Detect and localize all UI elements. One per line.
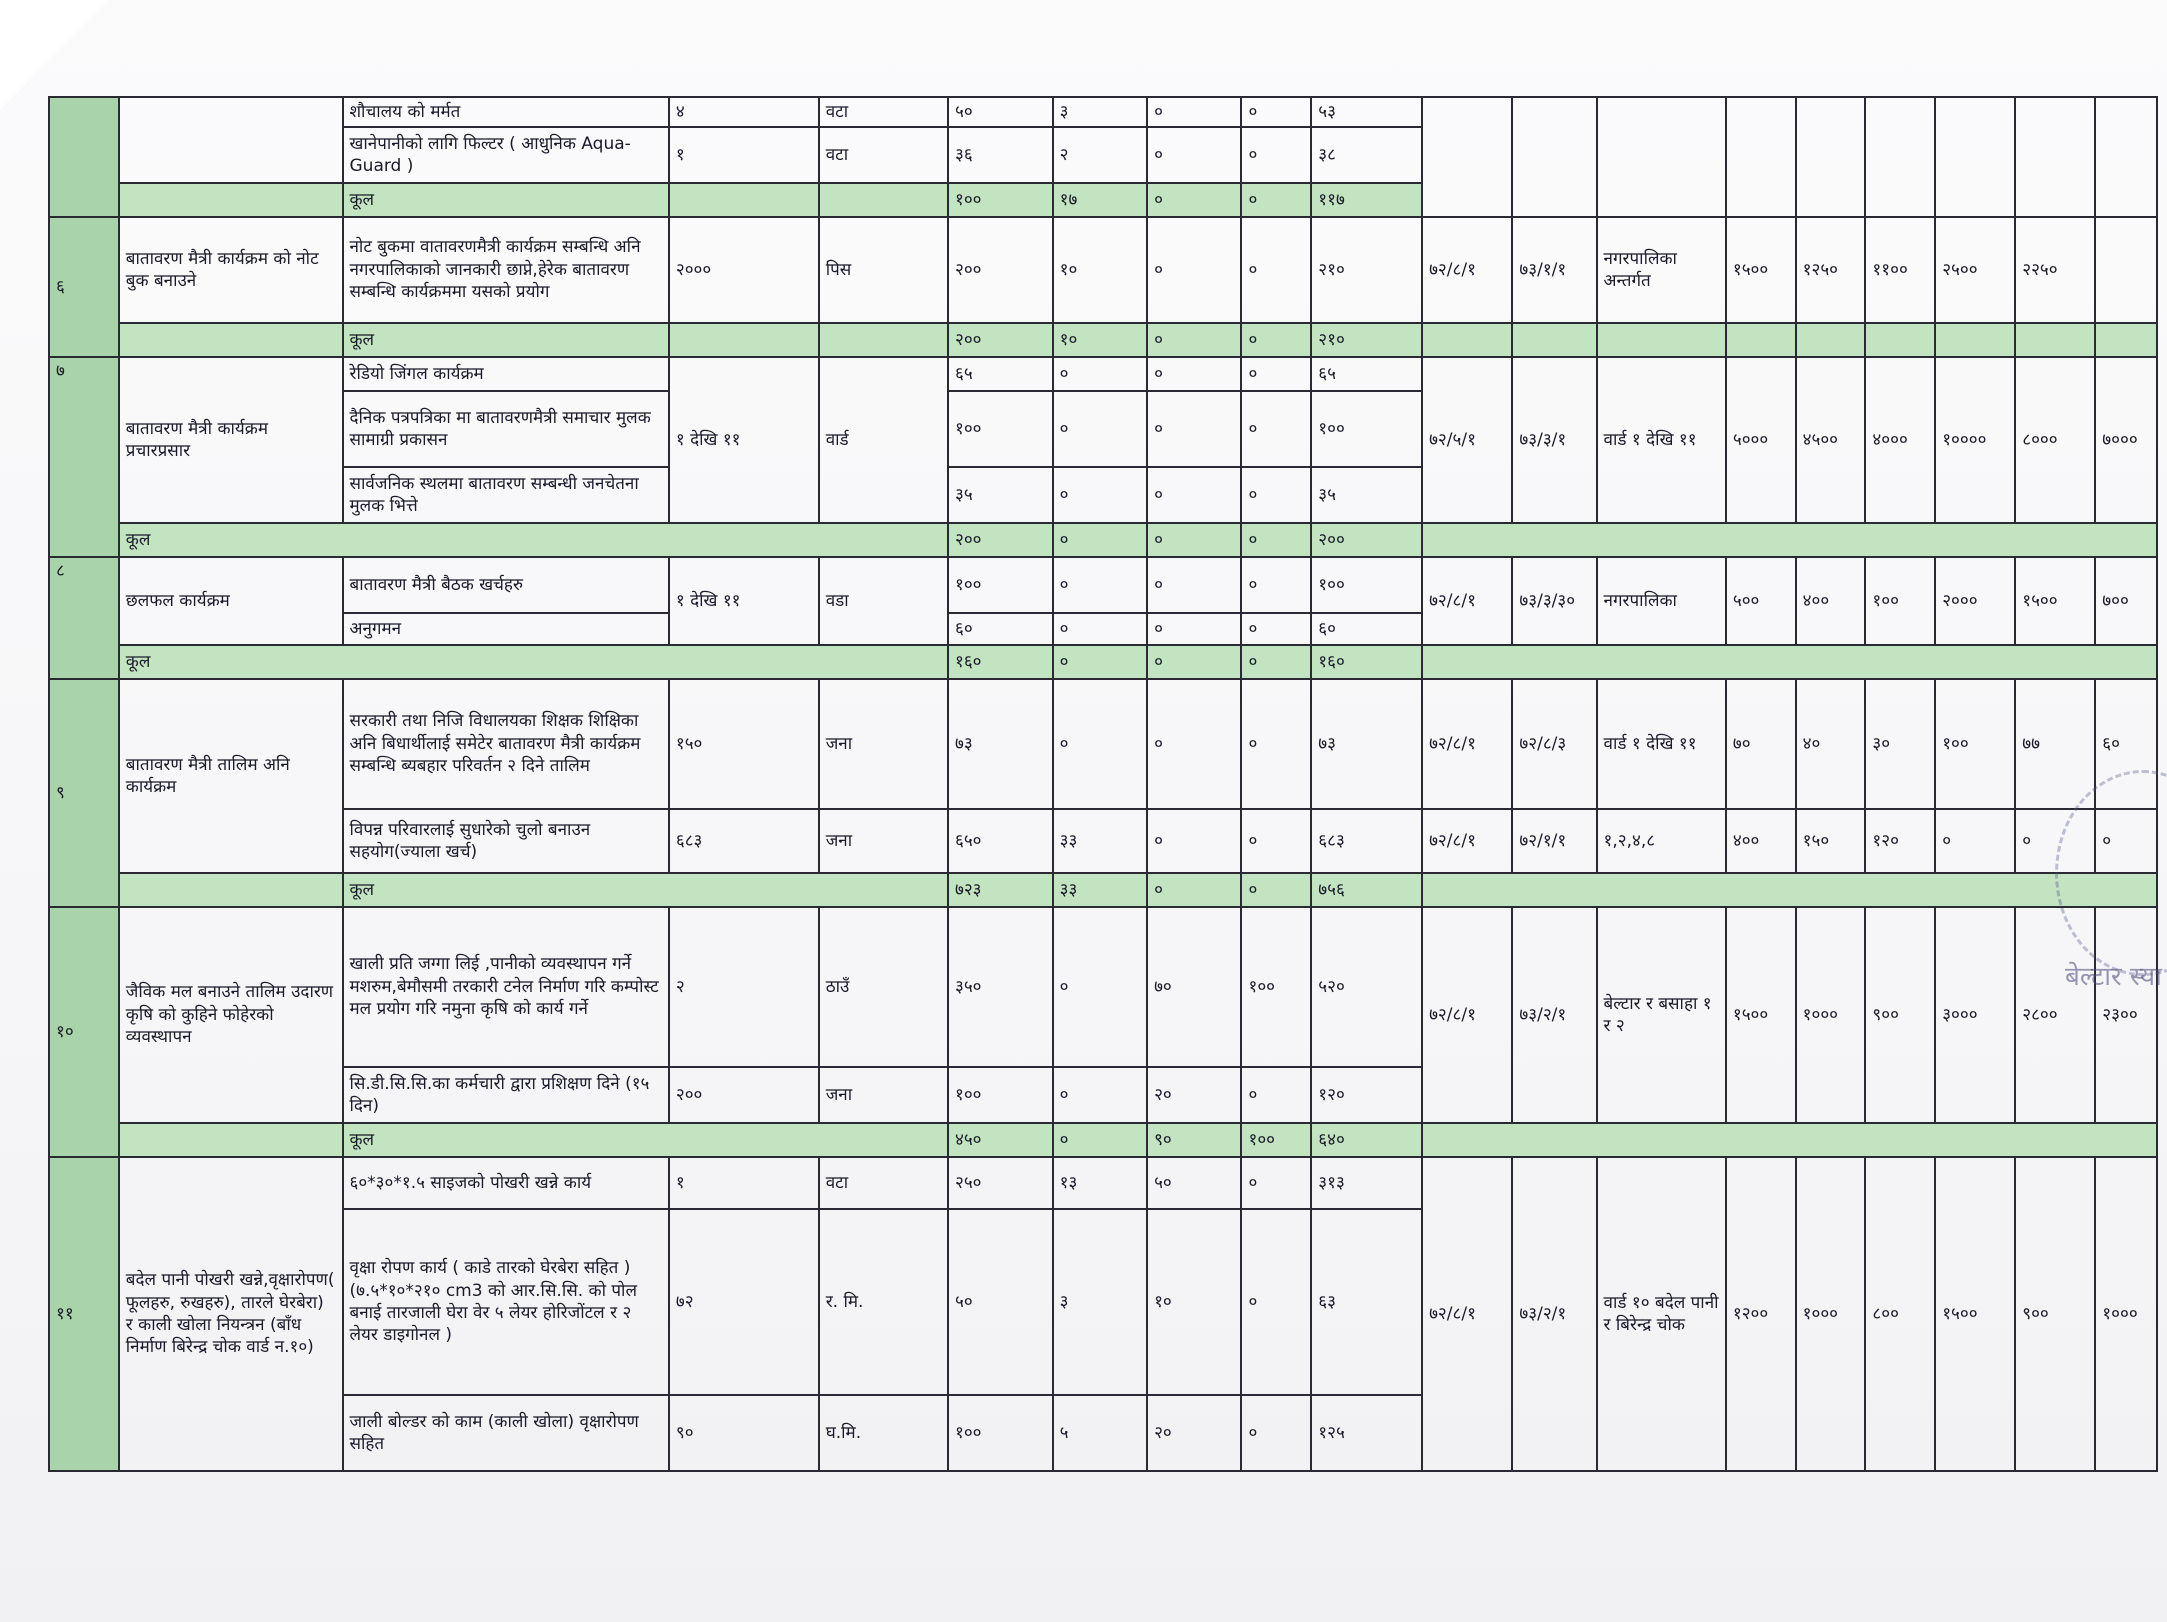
end-date: ७२/१/१ [1512, 809, 1596, 873]
unit: जना [819, 679, 948, 809]
activity: शौचालय को मर्मत [343, 97, 669, 127]
amount-c: ० [1147, 127, 1241, 183]
amount-c: ० [1147, 323, 1241, 357]
end-date [1512, 97, 1596, 217]
value-2: ४५०० [1796, 357, 1866, 523]
amount-a: ५० [948, 1209, 1053, 1395]
amount-c: ० [1147, 809, 1241, 873]
serial-number: १० [49, 907, 119, 1157]
quantity: १ [669, 127, 819, 183]
amount-c: २० [1147, 1395, 1241, 1471]
activity: विपन्न परिवारलाई सुधारेको चुलो बनाउन सहयोग(ज्याला खर्च) [343, 809, 669, 873]
activity: वृक्षा रोपण कार्य ( काडे तारको घेरबेरा सहित ) (७.५*१०*२१० cm3 को आर.सि.सि. को पोल बनाई तारजाली घेरा वेर ५ लेयर होरिजोंटल र २ लेयर डाइगोनल ) [343, 1209, 669, 1395]
amount-c: ५० [1147, 1157, 1241, 1209]
program-name: बदेल पानी पोखरी खन्ने,वृक्षारोपण( फूलहरु, रुखहरु), तारले घेरबेरा) र काली खोला नियन्त्रन (बाँध निर्माण बिरेन्द्र चोक वार्ड न.१०) [119, 1157, 343, 1471]
amount-c: ० [1147, 391, 1241, 467]
amount-a: १०० [948, 391, 1053, 467]
amount-d: १०० [1241, 1123, 1311, 1157]
total-row [49, 1123, 2157, 1157]
value-6: २३०० [2095, 907, 2157, 1123]
activity: सरकारी तथा निजि विधालयका शिक्षक शिक्षिका अनि बिधार्थीलाई समेटेर बातावरण मैत्री कार्यक्रम सम्बन्धि ब्यबहार परिवर्तन २ दिने तालिम [343, 679, 669, 809]
value-1: १५०० [1726, 217, 1796, 323]
quantity: २०० [669, 1067, 819, 1123]
total-spacer [2015, 323, 2095, 357]
amount-a: १६० [948, 645, 1053, 679]
amount-a: ३५ [948, 467, 1053, 523]
amount-b: ० [1053, 613, 1147, 645]
amount-c: ० [1147, 645, 1241, 679]
value-6: १००० [2095, 1157, 2157, 1471]
quantity: ६८३ [669, 809, 819, 873]
value-4: १०००० [1935, 357, 2015, 523]
amount-d: ० [1241, 97, 1311, 127]
end-date: ७२/८/३ [1512, 679, 1596, 809]
start-date: ७२/५/१ [1422, 357, 1512, 523]
start-date: ७२/८/१ [1422, 809, 1512, 873]
value-5: ० [2015, 809, 2095, 873]
amount-total: ३८ [1311, 127, 1422, 183]
activity: नोट बुकमा वातावरणमैत्री कार्यक्रम सम्बन्धि अनि नगरपालिकाको जानकारी छाप्ने,हेरेक बातावरण सम्बन्धि कार्यक्रममा यसको प्रयोग [343, 217, 669, 323]
quantity: २००० [669, 217, 819, 323]
amount-d: ० [1241, 809, 1311, 873]
total-row [49, 873, 2157, 907]
amount-b: ० [1053, 391, 1147, 467]
amount-a: १०० [948, 1395, 1053, 1471]
unit: वटा [819, 127, 948, 183]
amount-c: ९० [1147, 1123, 1241, 1157]
amount-b: ० [1053, 1123, 1147, 1157]
unit: वार्ड [819, 357, 948, 523]
total-spacer [819, 183, 948, 217]
amount-b: ० [1053, 467, 1147, 523]
value-2: १००० [1796, 1157, 1866, 1471]
amount-total: ७३ [1311, 679, 1422, 809]
place: वार्ड १० बदेल पानी र बिरेन्द्र चोक [1597, 1157, 1726, 1471]
amount-a: ७३ [948, 679, 1053, 809]
quantity: १ [669, 1157, 819, 1209]
serial-number: ६ [49, 217, 119, 357]
amount-total: ६८३ [1311, 809, 1422, 873]
total-spacer [1422, 523, 2157, 557]
amount-d: ० [1241, 679, 1311, 809]
value-4: १०० [1935, 679, 2015, 809]
amount-total: ६० [1311, 613, 1422, 645]
activity: सार्वजनिक स्थलमा बातावरण सम्बन्धी जनचेतना मुलक भित्ते [343, 467, 669, 523]
value-2: ४०० [1796, 557, 1866, 645]
value-4: १५०० [1935, 1157, 2015, 1471]
amount-a: ६५ [948, 357, 1053, 391]
amount-a: ३५० [948, 907, 1053, 1067]
amount-a: २५० [948, 1157, 1053, 1209]
value-2: १५० [1796, 809, 1866, 873]
total-spacer [1422, 873, 2157, 907]
serial-number [49, 97, 119, 217]
amount-b: ० [1053, 1067, 1147, 1123]
amount-b: १७ [1053, 183, 1147, 217]
amount-a: १०० [948, 183, 1053, 217]
program-name [119, 97, 343, 183]
amount-a: ४५० [948, 1123, 1053, 1157]
total-spacer [1422, 1123, 2157, 1157]
value-5: १५०० [2015, 557, 2095, 645]
total-spacer [669, 323, 819, 357]
value-4: २००० [1935, 557, 2015, 645]
place: वार्ड १ देखि ११ [1597, 679, 1726, 809]
total-label: कूल [119, 645, 948, 679]
value-3: ३० [1865, 679, 1935, 809]
amount-total: ७५६ [1311, 873, 1422, 907]
amount-c: ० [1147, 873, 1241, 907]
amount-total: १०० [1311, 391, 1422, 467]
amount-d: ० [1241, 873, 1311, 907]
value-3: ११०० [1865, 217, 1935, 323]
total-spacer [1422, 323, 1512, 357]
activity: बातावरण मैत्री बैठक खर्चहरु [343, 557, 669, 613]
amount-d: ० [1241, 1067, 1311, 1123]
table-row [49, 357, 2157, 391]
value-3: ८०० [1865, 1157, 1935, 1471]
total-spacer [119, 1123, 343, 1157]
total-spacer [1796, 323, 1866, 357]
amount-b: ५ [1053, 1395, 1147, 1471]
amount-a: १०० [948, 557, 1053, 613]
value-5: ७७ [2015, 679, 2095, 809]
amount-c: ० [1147, 523, 1241, 557]
total-spacer [119, 183, 343, 217]
amount-b: २ [1053, 127, 1147, 183]
value-3: ४००० [1865, 357, 1935, 523]
amount-total: २०० [1311, 523, 1422, 557]
place: नगरपालिका अन्तर्गत [1597, 217, 1726, 323]
value-5: २२५० [2015, 217, 2095, 323]
start-date [1422, 97, 1512, 217]
total-spacer [119, 873, 343, 907]
amount-b: ३३ [1053, 873, 1147, 907]
activity: दैनिक पत्रपत्रिका मा बातावरणमैत्री समाचार मुलक सामाग्री प्रकासन [343, 391, 669, 467]
total-label: कूल [343, 323, 669, 357]
value-4 [1935, 97, 2015, 217]
amount-total: २१० [1311, 217, 1422, 323]
value-1: ७० [1726, 679, 1796, 809]
amount-d: १०० [1241, 907, 1311, 1067]
program-name: जैविक मल बनाउने तालिम उदारण कृषि को कुहिने फोहेरको व्यवस्थापन [119, 907, 343, 1123]
amount-c: ० [1147, 217, 1241, 323]
amount-c: २० [1147, 1067, 1241, 1123]
amount-b: ० [1053, 907, 1147, 1067]
total-spacer [1422, 645, 2157, 679]
amount-total: ३५ [1311, 467, 1422, 523]
total-spacer [1512, 323, 1596, 357]
amount-d: ० [1241, 645, 1311, 679]
total-spacer [119, 323, 343, 357]
amount-a: २०० [948, 217, 1053, 323]
serial-number: ७ [49, 357, 119, 557]
amount-a: १०० [948, 1067, 1053, 1123]
table-row [49, 907, 2157, 1067]
quantity: १ देखि ११ [669, 557, 819, 645]
value-1 [1726, 97, 1796, 217]
value-6: ० [2095, 809, 2157, 873]
activity: रेडियो जिंगल कार्यक्रम [343, 357, 669, 391]
seal-text: बेल्टार स्या [2065, 962, 2162, 992]
amount-b: ० [1053, 679, 1147, 809]
place: नगरपालिका [1597, 557, 1726, 645]
unit: जना [819, 809, 948, 873]
total-spacer [2095, 323, 2157, 357]
activity: सि.डी.सि.सि.का कर्मचारी द्वारा प्रशिक्षण दिने (१५ दिन) [343, 1067, 669, 1123]
amount-d: ० [1241, 613, 1311, 645]
amount-d: ० [1241, 357, 1311, 391]
quantity: ९० [669, 1395, 819, 1471]
table-body [49, 97, 2157, 1471]
amount-d: ० [1241, 323, 1311, 357]
start-date: ७२/८/१ [1422, 217, 1512, 323]
amount-d: ० [1241, 127, 1311, 183]
amount-b: ३ [1053, 1209, 1147, 1395]
value-3: १०० [1865, 557, 1935, 645]
place: बेल्टार र बसाहा १ र २ [1597, 907, 1726, 1123]
activity: जाली बोल्डर को काम (काली खोला) वृक्षारोपण सहित [343, 1395, 669, 1471]
unit: र. मि. [819, 1209, 948, 1395]
activity: खाली प्रति जग्गा लिई ,पानीको व्यवस्थापन गर्ने मशरुम,बेमौसमी तरकारी टनेल निर्माण गरि कम्पोस्ट मल प्रयोग गरि नमुना कृषि को कार्य गर्ने [343, 907, 669, 1067]
amount-c: ० [1147, 97, 1241, 127]
total-row [49, 323, 2157, 357]
value-5: २८०० [2015, 907, 2095, 1123]
value-1: ४०० [1726, 809, 1796, 873]
value-4: ३००० [1935, 907, 2015, 1123]
amount-d: ० [1241, 183, 1311, 217]
unit: ठाउँ [819, 907, 948, 1067]
quantity: २ [669, 907, 819, 1067]
amount-d: ० [1241, 391, 1311, 467]
value-1: १५०० [1726, 907, 1796, 1123]
serial-number: ११ [49, 1157, 119, 1471]
place: वार्ड १ देखि ११ [1597, 357, 1726, 523]
serial-number: ८ [49, 557, 119, 679]
amount-total: ५३ [1311, 97, 1422, 127]
program-name: छलफल कार्यक्रम [119, 557, 343, 645]
place: १,२,४,८ [1597, 809, 1726, 873]
table-row [49, 1157, 2157, 1209]
value-6 [2095, 217, 2157, 323]
start-date: ७२/८/१ [1422, 557, 1512, 645]
end-date: ७३/२/१ [1512, 1157, 1596, 1471]
program-name: बातावरण मैत्री कार्यक्रम प्रचारप्रसार [119, 357, 343, 523]
amount-b: १३ [1053, 1157, 1147, 1209]
amount-a: २०० [948, 323, 1053, 357]
start-date: ७२/८/१ [1422, 1157, 1512, 1471]
amount-total: ६४० [1311, 1123, 1422, 1157]
amount-a: ६० [948, 613, 1053, 645]
amount-b: ० [1053, 557, 1147, 613]
amount-b: १० [1053, 217, 1147, 323]
quantity: १ देखि ११ [669, 357, 819, 523]
value-4: ० [1935, 809, 2015, 873]
table-row [49, 557, 2157, 613]
value-1: ५००० [1726, 357, 1796, 523]
end-date: ७३/३/१ [1512, 357, 1596, 523]
amount-total: ५२० [1311, 907, 1422, 1067]
table-row [49, 679, 2157, 809]
total-spacer [819, 323, 948, 357]
amount-d: ० [1241, 217, 1311, 323]
total-spacer [1726, 323, 1796, 357]
value-3: ९०० [1865, 907, 1935, 1123]
amount-b: ३ [1053, 97, 1147, 127]
amount-total: १२० [1311, 1067, 1422, 1123]
value-1: १२०० [1726, 1157, 1796, 1471]
amount-b: १० [1053, 323, 1147, 357]
total-spacer [1597, 323, 1726, 357]
quantity: ४ [669, 97, 819, 127]
value-1: ५०० [1726, 557, 1796, 645]
amount-d: ० [1241, 467, 1311, 523]
activity: ६०*३०*१.५ साइजको पोखरी खन्ने कार्य [343, 1157, 669, 1209]
total-label: कूल [343, 183, 669, 217]
amount-b: ० [1053, 523, 1147, 557]
total-label: कूल [343, 873, 949, 907]
amount-a: ६५० [948, 809, 1053, 873]
value-6: ७०० [2095, 557, 2157, 645]
total-spacer [1935, 323, 2015, 357]
unit: वडा [819, 557, 948, 645]
unit: पिस [819, 217, 948, 323]
start-date: ७२/८/१ [1422, 679, 1512, 809]
table-row [49, 217, 2157, 323]
value-6 [2095, 97, 2157, 217]
quantity: ७२ [669, 1209, 819, 1395]
budget-table [48, 96, 2158, 1472]
amount-d: ० [1241, 1157, 1311, 1209]
amount-b: ३३ [1053, 809, 1147, 873]
program-name: बातावरण मैत्री कार्यक्रम को नोट बुक बनाउने [119, 217, 343, 323]
place [1597, 97, 1726, 217]
amount-total: १६० [1311, 645, 1422, 679]
amount-d: ० [1241, 557, 1311, 613]
value-4: २५०० [1935, 217, 2015, 323]
start-date: ७२/८/१ [1422, 907, 1512, 1123]
total-row [49, 645, 2157, 679]
amount-c: ० [1147, 467, 1241, 523]
unit: घ.मि. [819, 1395, 948, 1471]
quantity: १५० [669, 679, 819, 809]
amount-b: ० [1053, 645, 1147, 679]
total-label: कूल [343, 1123, 949, 1157]
amount-total: १०० [1311, 557, 1422, 613]
total-spacer [1865, 323, 1935, 357]
value-6: ६० [2095, 679, 2157, 809]
amount-c: ० [1147, 557, 1241, 613]
total-row [49, 523, 2157, 557]
value-2: ४० [1796, 679, 1866, 809]
amount-a: ५० [948, 97, 1053, 127]
amount-c: ७० [1147, 907, 1241, 1067]
amount-d: ० [1241, 1395, 1311, 1471]
amount-a: ७२३ [948, 873, 1053, 907]
value-5: ८००० [2015, 357, 2095, 523]
value-2 [1796, 97, 1866, 217]
total-spacer [669, 183, 819, 217]
amount-a: ३६ [948, 127, 1053, 183]
amount-a: २०० [948, 523, 1053, 557]
value-3: १२० [1865, 809, 1935, 873]
unit: जना [819, 1067, 948, 1123]
amount-total: ६५ [1311, 357, 1422, 391]
value-5: ९०० [2015, 1157, 2095, 1471]
amount-d: ० [1241, 523, 1311, 557]
serial-number: ९ [49, 679, 119, 907]
amount-total: २१० [1311, 323, 1422, 357]
amount-c: ० [1147, 613, 1241, 645]
amount-b: ० [1053, 357, 1147, 391]
activity: खानेपानीको लागि फिल्टर ( आधुनिक Aqua-Guard ) [343, 127, 669, 183]
amount-c: १० [1147, 1209, 1241, 1395]
amount-c: ० [1147, 679, 1241, 809]
value-3 [1865, 97, 1935, 217]
unit: वटा [819, 97, 948, 127]
amount-c: ० [1147, 357, 1241, 391]
end-date: ७३/२/१ [1512, 907, 1596, 1123]
activity: अनुगमन [343, 613, 669, 645]
program-name: बातावरण मैत्री तालिम अनि कार्यक्रम [119, 679, 343, 873]
table-row [49, 97, 2157, 127]
end-date: ७३/३/३० [1512, 557, 1596, 645]
value-2: १२५० [1796, 217, 1866, 323]
value-2: १००० [1796, 907, 1866, 1123]
end-date: ७३/१/१ [1512, 217, 1596, 323]
unit: वटा [819, 1157, 948, 1209]
total-label: कूल [119, 523, 948, 557]
amount-d: ० [1241, 1209, 1311, 1395]
value-6: ७००० [2095, 357, 2157, 523]
amount-total: ३१३ [1311, 1157, 1422, 1209]
table-row [49, 809, 2157, 873]
value-5 [2015, 97, 2095, 217]
amount-total: १२५ [1311, 1395, 1422, 1471]
amount-total: ६३ [1311, 1209, 1422, 1395]
amount-c: ० [1147, 183, 1241, 217]
amount-total: ११७ [1311, 183, 1422, 217]
